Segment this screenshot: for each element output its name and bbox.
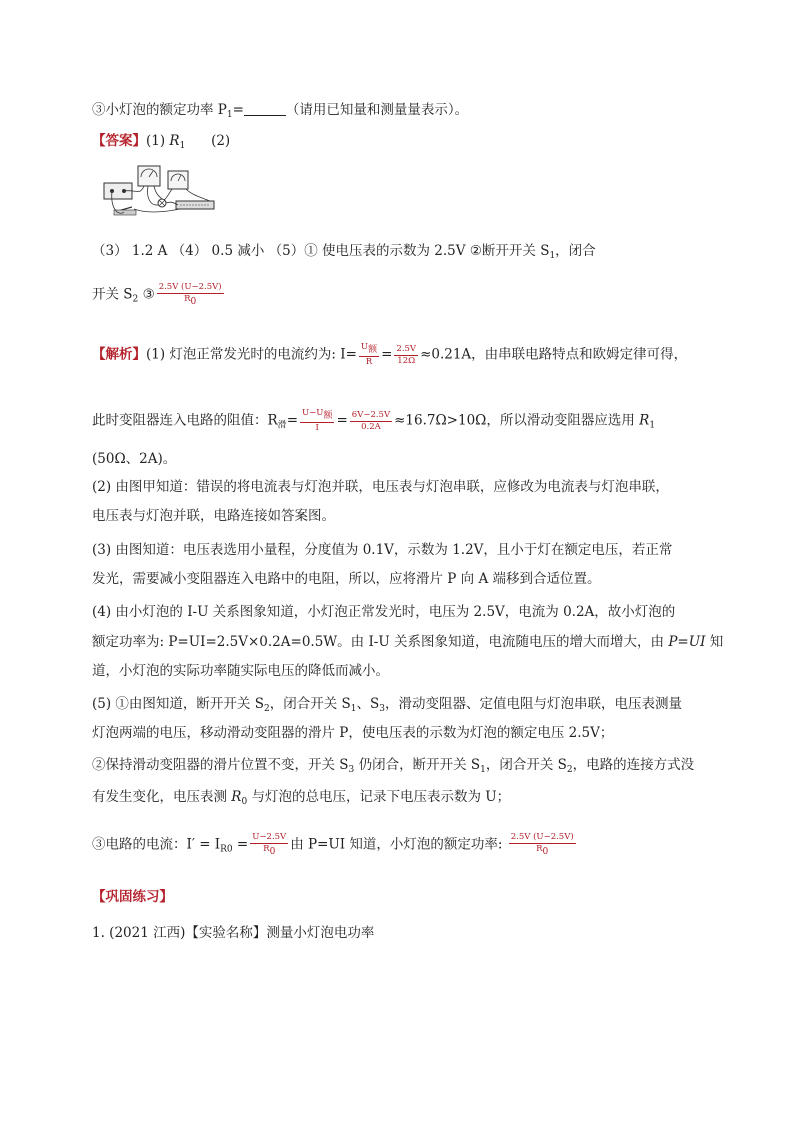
practice-item-1: 1. (2021 江西)【实验名称】测量小灯泡电功率 [92,925,375,941]
analysis-line-3: (50Ω、2A)。 [92,451,177,467]
answer-tag: 【答案】 [92,133,146,149]
analysis-line-8: (4) 由小灯泡的 I-U 关系图象知道，小灯泡正常发光时，电压为 2.5V，电流为 0.2A，故小灯泡的 [92,604,676,620]
analysis-line-2: 此时变阻器连入电路的阻值：$R_滑=$ $\frac{\text{U−U额}}{I}$ = $\frac{6V-2.5V}{0.2A}$ ≈16.7Ω>10Ω，所以滑动变阻器应选用 $R_1$ [92,408,656,433]
analysis-line-15: ③电路的电流：$I' = I_{R0}$ = $\frac{U-2.5V}{R0}$ 由 P=UI 知道，小灯泡的额定功率: $\frac{2.5V (U-2.5V)}{R0}$ [92,832,574,857]
analysis-line-14: 有发生变化，电压表测 $R_0$ 与灯泡的总电压，记录下电压表示数为 U； [92,789,511,807]
analysis-line-7: 发光，需要减小变阻器连入电路中的电阻，所以，应将滑片 P 向 A 端移到合适位置。 [92,571,601,587]
question-3: ③小灯泡的额定功率 $P_1=$ （请用已知量和测量量表示）。 [92,102,469,120]
analysis-line-11: (5) ①由图知道，断开开关 $S_2$，闭合开关 $S_1$、$S_3$，滑动变阻器、定值电阻与灯泡串联，电压表测量 [92,696,682,714]
analysis-line-13: ②保持滑动变阻器的滑片位置不变，开关 $S_3$ 仍闭合，断开开关 $S_1$，闭合开关 $S_2$，电路的连接方式没 [92,757,695,775]
analysis-line-1: 【解析】(1) 灯泡正常发光时的电流约为: I= $\frac{\text{U额}}{R}$ = $\frac{2.5V}{12\Omega}$ ≈0.21A，由串联电路特点和欧姆定律可得， [92,342,688,367]
analysis-tag: 【解析】 [92,346,146,363]
analysis-line-9: 额定功率为: P=UI=2.5V×0.2A=0.5W。由 I-U 关系图象知道，电流随电压的增大而增大，由 P=UI 知 [92,634,724,650]
answer-power-fraction: $\frac{2.5V (U-2.5V)}{R0}$ [158,282,222,307]
analysis-line-10: 道，小灯泡的实际功率随实际电压的降低而减小。 [92,663,389,679]
analysis-line-5: 电压表与灯泡并联，电路连接如答案图。 [92,508,335,524]
analysis-line-12: 灯泡两端的电压，移动滑动变阻器的滑片 P，使电压表的示数为灯泡的额定电压 2.5V； [92,725,614,741]
practice-heading: 【巩固练习】 [92,889,173,905]
circuit-diagram [100,161,222,219]
analysis-line-6: (3) 由图知道：电压表选用小量程，分度值为 0.1V，示数为 1.2V，且小于灯在额定电压，若正常 [92,542,673,558]
answer-blank [244,101,286,116]
answer-line-3: （3） 1.2 A （4） 0.5 减小 （5）① 使电压表的示数为 2.5V ②断开开关 $S_1$，闭合 [92,243,596,261]
answer-line-4: 开关 $S_2$ ③ $\frac{2.5V (U-2.5V)}{R0}$ [92,282,222,307]
answer-line-1: 【答案】(1) $R_1$ (2) [92,133,231,151]
analysis-line-4: (2) 由图甲知道：错误的将电流表与灯泡并联，电压表与灯泡串联，应修改为电流表与灯泡串联， [92,479,669,495]
